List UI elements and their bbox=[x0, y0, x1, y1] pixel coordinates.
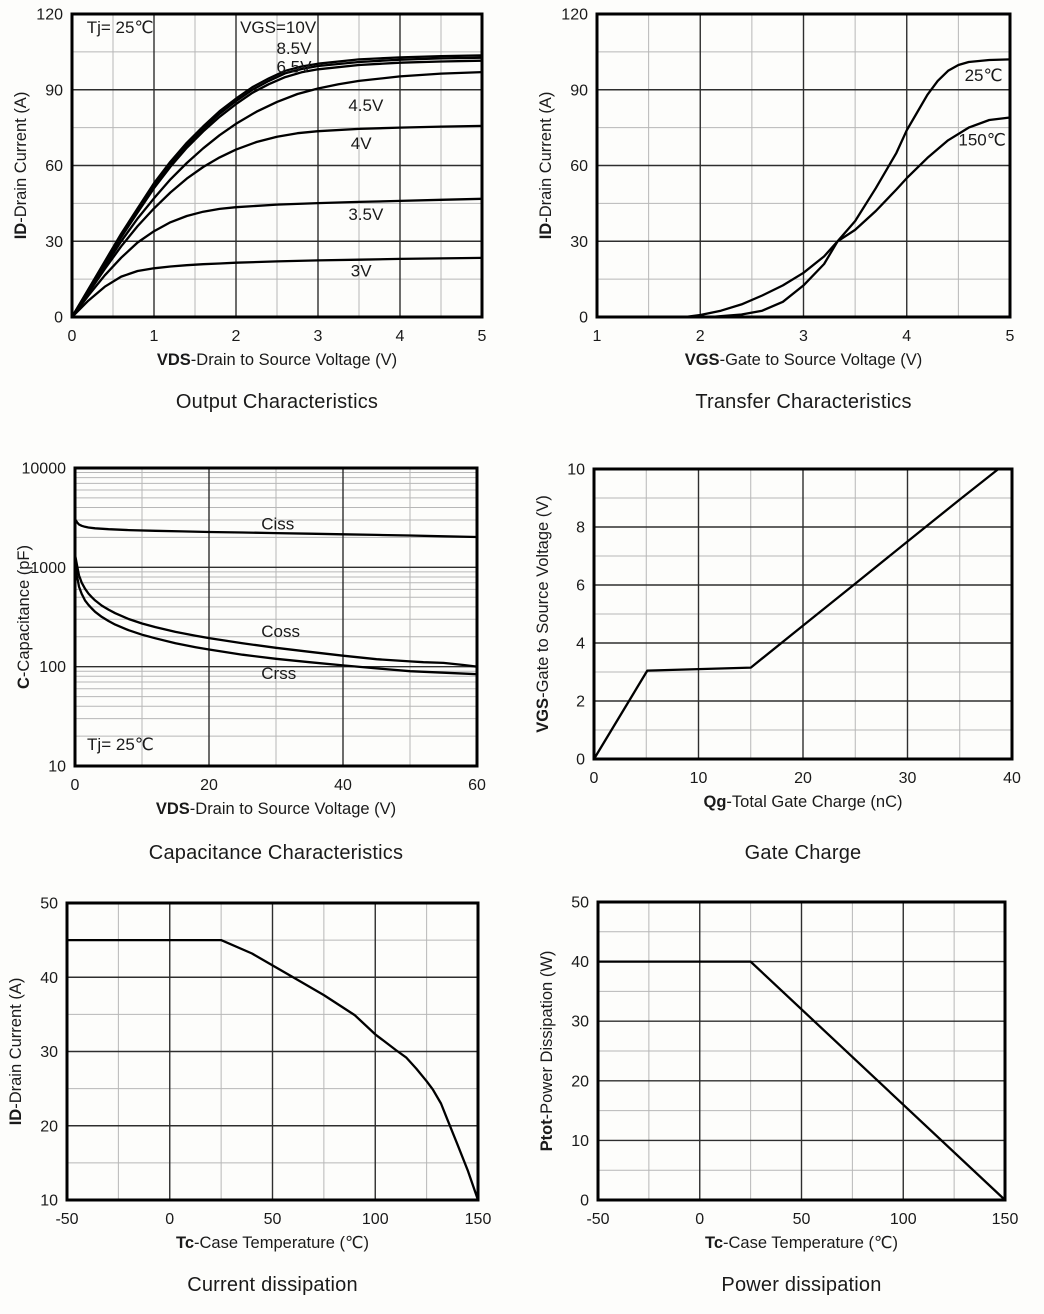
svg-text:Tj= 25℃: Tj= 25℃ bbox=[87, 734, 154, 754]
svg-text:10000: 10000 bbox=[21, 460, 66, 478]
svg-text:1000: 1000 bbox=[30, 559, 66, 577]
svg-text:90: 90 bbox=[45, 82, 63, 100]
svg-text:120: 120 bbox=[36, 6, 63, 24]
svg-text:100: 100 bbox=[361, 1211, 389, 1228]
svg-text:2: 2 bbox=[231, 328, 241, 345]
svg-text:-50: -50 bbox=[55, 1211, 79, 1228]
svg-text:150℃: 150℃ bbox=[958, 130, 1006, 150]
svg-text:Crss: Crss bbox=[261, 664, 297, 684]
svg-text:60: 60 bbox=[468, 777, 486, 794]
svg-text:60: 60 bbox=[570, 158, 588, 175]
svg-text:25℃: 25℃ bbox=[964, 65, 1003, 85]
svg-text:40: 40 bbox=[40, 969, 58, 987]
svg-text:90: 90 bbox=[570, 82, 588, 100]
svg-text:50: 50 bbox=[792, 1211, 811, 1228]
svg-text:VGS=10V: VGS=10V bbox=[240, 17, 317, 37]
power-dissipation-chart bbox=[522, 875, 1044, 1275]
svg-text:0: 0 bbox=[165, 1211, 175, 1228]
svg-text:0: 0 bbox=[67, 328, 77, 345]
svg-text:C-Capacitance (pF): C-Capacitance (pF) bbox=[15, 545, 33, 689]
svg-text:10: 10 bbox=[567, 461, 585, 479]
svg-text:150: 150 bbox=[464, 1211, 492, 1228]
svg-text:0: 0 bbox=[70, 777, 80, 794]
svg-text:4.5V: 4.5V bbox=[348, 96, 384, 116]
svg-text:VGS-Gate to Source Voltage (V): VGS-Gate to Source Voltage (V) bbox=[534, 495, 552, 733]
svg-text:3: 3 bbox=[313, 328, 323, 345]
svg-text:10: 10 bbox=[689, 770, 708, 787]
svg-text:150: 150 bbox=[991, 1211, 1019, 1228]
svg-text:3.5V: 3.5V bbox=[348, 204, 384, 224]
svg-text:VGS-Gate to Source Voltage (V): VGS-Gate to Source Voltage (V) bbox=[684, 351, 923, 369]
svg-text:VDS-Drain to Source Voltage (V: VDS-Drain to Source Voltage (V) bbox=[155, 800, 397, 818]
svg-text:10: 10 bbox=[40, 1192, 58, 1210]
svg-text:2: 2 bbox=[695, 328, 705, 345]
svg-text:3: 3 bbox=[799, 328, 808, 345]
svg-text:5: 5 bbox=[1005, 328, 1015, 345]
capacitance-characteristics-chart bbox=[0, 440, 522, 826]
svg-text:120: 120 bbox=[561, 6, 588, 24]
svg-text:Ptot-Power Dissipation (W): Ptot-Power Dissipation (W) bbox=[538, 950, 556, 1152]
svg-text:8.5V: 8.5V bbox=[276, 38, 312, 58]
svg-text:0: 0 bbox=[54, 309, 63, 327]
svg-text:10: 10 bbox=[571, 1132, 589, 1150]
svg-text:100: 100 bbox=[889, 1211, 917, 1228]
svg-text:3V: 3V bbox=[350, 261, 372, 281]
svg-text:Ciss: Ciss bbox=[261, 514, 295, 534]
svg-text:0: 0 bbox=[695, 1211, 705, 1228]
svg-text:6: 6 bbox=[576, 577, 585, 595]
svg-text:-50: -50 bbox=[586, 1211, 610, 1228]
svg-text:0: 0 bbox=[580, 1192, 589, 1210]
svg-text:50: 50 bbox=[263, 1211, 282, 1228]
svg-text:1: 1 bbox=[592, 328, 602, 345]
svg-text:8: 8 bbox=[576, 519, 585, 537]
svg-text:ID-Drain Current (A): ID-Drain Current (A) bbox=[7, 977, 25, 1126]
svg-text:0: 0 bbox=[579, 309, 588, 327]
power-dissipation-title: Power dissipation bbox=[721, 1274, 882, 1296]
svg-text:Tj= 25℃: Tj= 25℃ bbox=[86, 17, 154, 37]
svg-text:30: 30 bbox=[571, 1013, 589, 1031]
current-dissipation-chart bbox=[0, 875, 522, 1275]
gate-charge-title: Gate Charge bbox=[744, 842, 862, 864]
svg-text:Tc-Case Temperature (℃): Tc-Case Temperature (℃) bbox=[704, 1234, 899, 1252]
gate-charge-chart bbox=[522, 440, 1044, 826]
svg-text:Tc-Case Temperature (℃): Tc-Case Temperature (℃) bbox=[175, 1234, 370, 1252]
svg-text:Qg-Total Gate Charge (nC): Qg-Total Gate Charge (nC) bbox=[703, 793, 903, 811]
transfer-characteristics-title: Transfer Characteristics bbox=[695, 391, 912, 413]
svg-text:Coss: Coss bbox=[261, 621, 300, 641]
svg-text:40: 40 bbox=[571, 954, 589, 972]
svg-text:100: 100 bbox=[39, 659, 66, 677]
svg-text:ID-Drain Current (A): ID-Drain Current (A) bbox=[537, 91, 555, 240]
svg-text:ID-Drain Current (A): ID-Drain Current (A) bbox=[12, 91, 30, 240]
svg-text:50: 50 bbox=[40, 895, 58, 913]
current-dissipation-title: Current dissipation bbox=[187, 1274, 358, 1296]
svg-text:1: 1 bbox=[149, 328, 159, 345]
svg-text:4: 4 bbox=[395, 328, 405, 345]
svg-text:20: 20 bbox=[794, 770, 812, 787]
svg-text:VDS-Drain to Source Voltage (V: VDS-Drain to Source Voltage (V) bbox=[156, 351, 398, 369]
svg-text:60: 60 bbox=[45, 158, 63, 175]
svg-text:5: 5 bbox=[477, 328, 487, 345]
transfer-characteristics-chart bbox=[522, 0, 1044, 386]
capacitance-characteristics-title: Capacitance Characteristics bbox=[148, 842, 404, 864]
output-characteristics-title: Output Characteristics bbox=[175, 391, 379, 413]
svg-text:0: 0 bbox=[576, 751, 585, 769]
svg-text:2: 2 bbox=[576, 693, 585, 711]
svg-text:4V: 4V bbox=[350, 134, 372, 154]
output-characteristics-chart bbox=[0, 0, 522, 386]
svg-text:30: 30 bbox=[40, 1044, 58, 1061]
svg-text:40: 40 bbox=[334, 777, 352, 794]
svg-text:4: 4 bbox=[576, 635, 585, 653]
svg-text:20: 20 bbox=[40, 1118, 58, 1136]
svg-text:50: 50 bbox=[571, 894, 589, 912]
svg-text:30: 30 bbox=[45, 233, 63, 251]
svg-text:30: 30 bbox=[898, 770, 917, 787]
svg-text:20: 20 bbox=[200, 777, 218, 794]
svg-text:0: 0 bbox=[589, 770, 599, 787]
svg-text:30: 30 bbox=[570, 233, 588, 251]
svg-text:10: 10 bbox=[48, 758, 66, 776]
svg-text:40: 40 bbox=[1003, 770, 1021, 787]
svg-text:6.5V: 6.5V bbox=[276, 57, 312, 77]
svg-text:4: 4 bbox=[902, 328, 912, 345]
svg-text:20: 20 bbox=[571, 1073, 589, 1091]
